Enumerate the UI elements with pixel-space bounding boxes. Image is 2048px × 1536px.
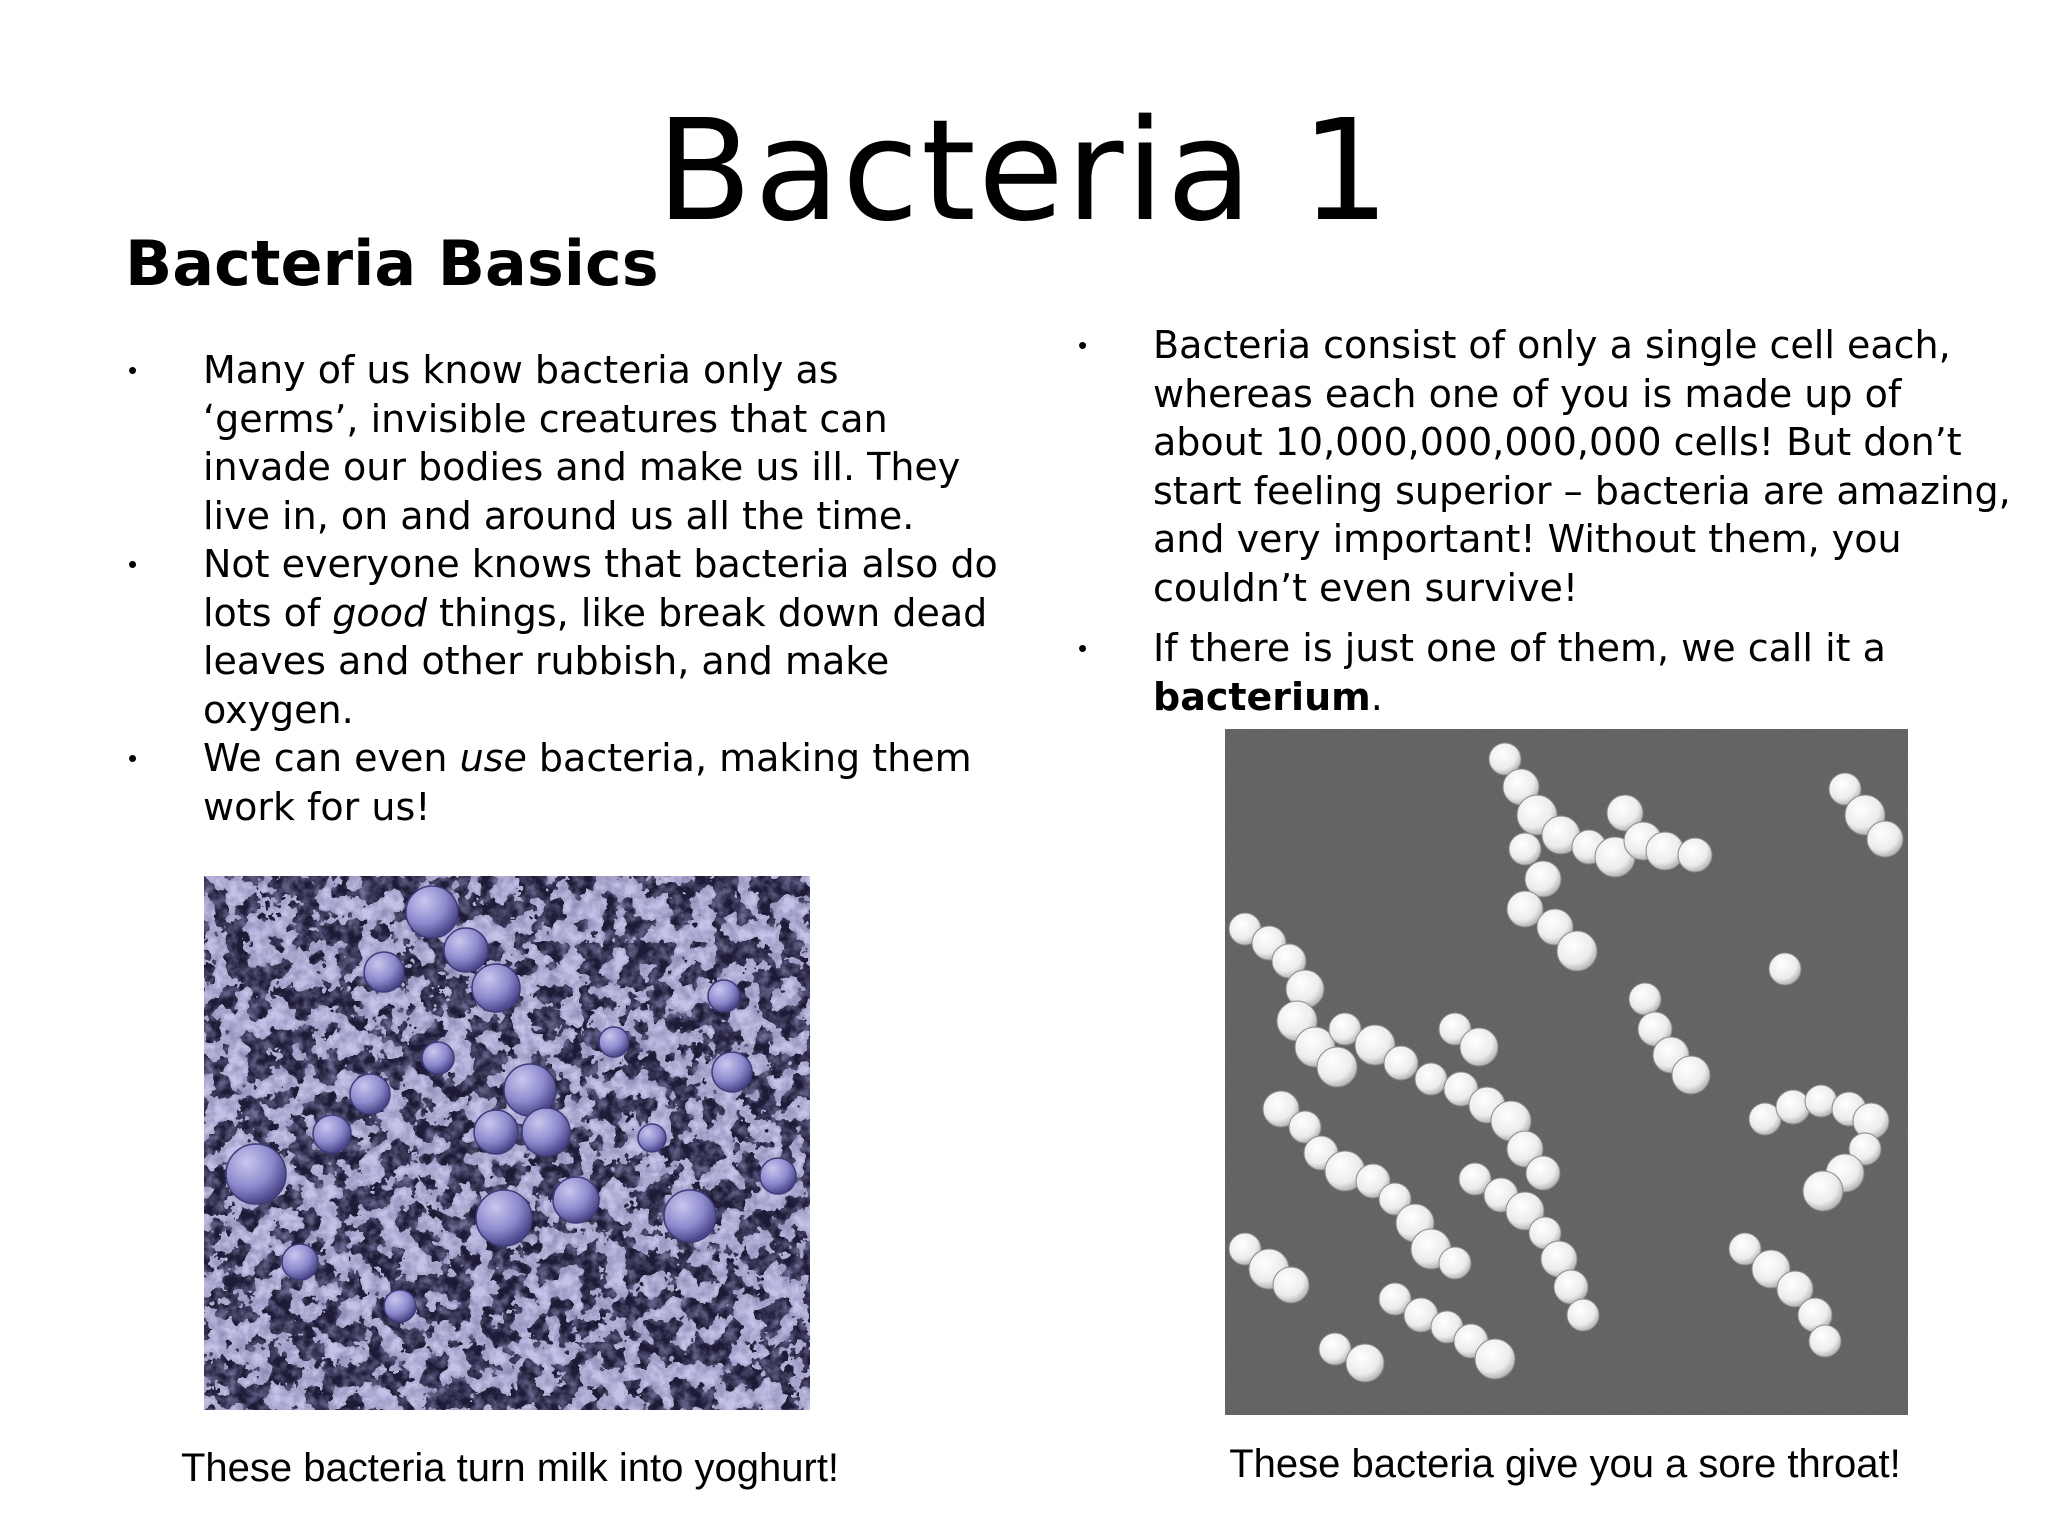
bullet-text: bacteria, making them work for us! [203, 736, 972, 829]
caption-sore-throat: These bacteria give you a sore throat! [1229, 1442, 1901, 1486]
bacterium-cell [1776, 1090, 1810, 1124]
bacterium-cell [1346, 1344, 1384, 1382]
section-heading: Bacteria Basics [125, 227, 659, 300]
bullet-text: . [1370, 674, 1383, 719]
bacterium-cell [1317, 1047, 1357, 1087]
bullet-icon: • [128, 743, 138, 773]
caption-yoghurt: These bacteria turn milk into yoghurt! [180, 1446, 840, 1490]
bullet-icon: • [128, 549, 138, 579]
bacterium-cell [1629, 983, 1661, 1015]
bullet-text: If there is just one of them, we call it a [1153, 626, 1886, 670]
bullet-text: Bacteria consist of only a single cell each, whereas each one of you is made up of about 10,000,000,000,000 cells! But don’t start feeling superior – bacteria are amazing, and very important! Without them, you couldn’t even survive! [1153, 323, 2011, 610]
bullet-icon: • [128, 355, 138, 385]
yoghurt-bacteria-image [204, 876, 810, 1410]
yoghurt-bacteria-photo [204, 876, 810, 1410]
bullet-item [1075, 321, 2015, 612]
right-bullet-list [1075, 321, 2015, 721]
bullet-item [1075, 624, 2015, 721]
bacterium-cell [1509, 833, 1541, 865]
left-bullet-list [125, 346, 1005, 831]
bullet-text: We can even [203, 736, 460, 780]
sore-throat-bacteria-photo [1225, 729, 1908, 1415]
bacterium-cell [1769, 953, 1801, 985]
bullet-text: Not everyone knows that bacteria also do lots of [203, 542, 998, 635]
bullet-text: things, like break down dead leaves and other rubbish, and make oxygen. [203, 590, 988, 732]
bullet-item [125, 540, 1005, 734]
bullet-text: Many of us know bacteria only as ‘germs’, invisible creatures that can invade our bodies and make us ill. They live in, on and around us all the time. [203, 348, 961, 538]
bacterium-cell [1567, 1299, 1599, 1331]
bacterium-cell [1475, 1339, 1515, 1379]
bold-term: bacterium [1153, 674, 1371, 719]
bacterium-cell [1678, 838, 1712, 872]
bullet-icon: • [1078, 633, 1088, 663]
bacterium-cell [1460, 1028, 1498, 1066]
bacterium-cell [1557, 931, 1597, 971]
bacterium-cell [1672, 1056, 1710, 1094]
bullet-item [125, 346, 1005, 540]
slide-title: Bacteria 1 [656, 90, 1392, 253]
sore-throat-bacteria-image [1225, 729, 1908, 1415]
bullet-item [125, 734, 1005, 831]
bacterium-cell [1853, 1103, 1889, 1139]
bacterium-cell [1867, 821, 1903, 857]
emphasis-text: use [459, 736, 527, 780]
bullet-icon: • [1078, 330, 1088, 360]
emphasis-text: good [332, 590, 428, 635]
bacterium-cell [1384, 1046, 1418, 1080]
bacterium-cell [1809, 1325, 1841, 1357]
bacterium-cell [1803, 1171, 1843, 1211]
bacterium-cell [1439, 1247, 1471, 1279]
bacterium-cell [1273, 1267, 1309, 1303]
bacterium-cell [1526, 1156, 1560, 1190]
bacterium-cell [1415, 1063, 1447, 1095]
